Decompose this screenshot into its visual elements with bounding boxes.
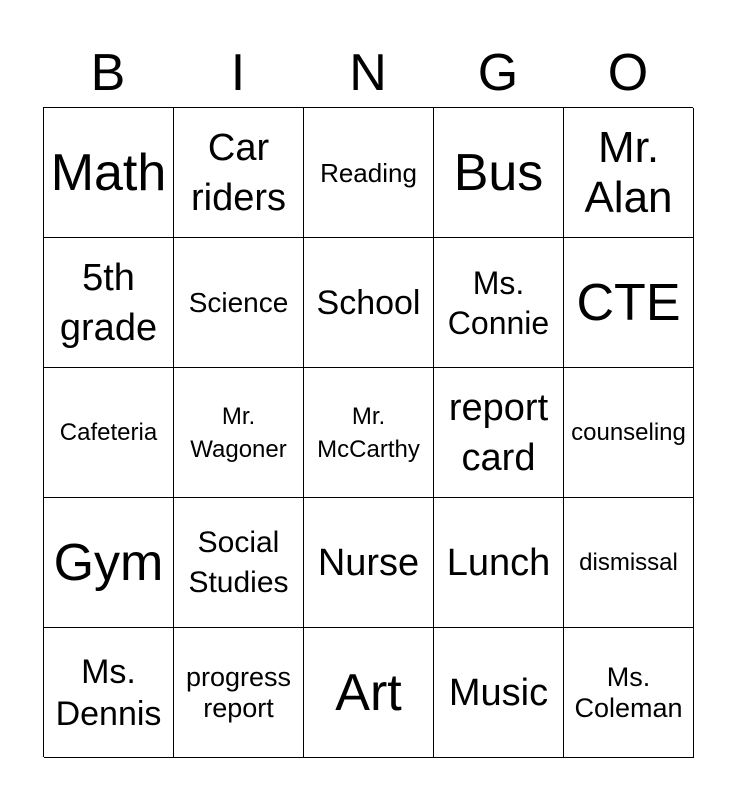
header-letter-g: G — [477, 44, 519, 102]
cell-text: Cafeteria — [59, 419, 158, 446]
cell-text: 5th grade — [59, 256, 158, 349]
cell-text: Lunch — [446, 541, 551, 584]
bingo-cell[interactable] — [174, 238, 304, 368]
bingo-cell[interactable] — [564, 368, 694, 498]
bingo-cell[interactable] — [44, 498, 174, 628]
bingo-cell[interactable] — [434, 108, 564, 238]
cell-text: Mr. McCarthy — [317, 402, 420, 463]
cell-text: CTE — [576, 273, 681, 332]
bingo-cell[interactable] — [564, 238, 694, 368]
bingo-cell[interactable] — [174, 368, 304, 498]
cell-text: Music — [448, 671, 549, 714]
cell-text: report card — [448, 386, 549, 479]
bingo-cell[interactable] — [44, 108, 174, 238]
bingo-cell[interactable] — [434, 498, 564, 628]
cell-text: Nurse — [317, 541, 420, 584]
bingo-cell[interactable] — [304, 108, 434, 238]
bingo-cell[interactable] — [304, 498, 434, 628]
cell-text: Ms. Dennis — [55, 652, 162, 733]
cell-text: Reading — [320, 157, 417, 188]
bingo-cell[interactable] — [304, 238, 434, 368]
bingo-cell[interactable] — [304, 628, 434, 758]
cell-text: Bus — [453, 143, 544, 202]
cell-text: Mr. Alan — [584, 122, 673, 222]
bingo-cell[interactable] — [174, 628, 304, 758]
cell-text: Social Studies — [188, 525, 289, 599]
cell-text: Ms. Connie — [447, 264, 550, 341]
bingo-cell[interactable] — [44, 368, 174, 498]
header-letter-n: N — [349, 44, 387, 102]
cell-text: dismissal — [579, 549, 678, 576]
cell-text: Gym — [53, 533, 164, 592]
bingo-header — [43, 40, 693, 106]
cell-text: Math — [50, 143, 167, 202]
bingo-cell[interactable] — [434, 628, 564, 758]
bingo-cell[interactable] — [174, 498, 304, 628]
cell-text: School — [316, 283, 421, 322]
cell-text: counseling — [571, 419, 686, 446]
bingo-cell[interactable] — [44, 238, 174, 368]
cell-text: Ms. Coleman — [574, 661, 683, 723]
cell-text: progress report — [185, 661, 292, 723]
header-letter-o: O — [607, 44, 649, 102]
bingo-cell[interactable] — [434, 368, 564, 498]
cell-text: Mr. Wagoner — [190, 402, 287, 463]
header-letter-b: B — [90, 44, 126, 102]
bingo-cell[interactable] — [564, 498, 694, 628]
bingo-cell[interactable] — [564, 628, 694, 758]
bingo-cell[interactable] — [434, 238, 564, 368]
bingo-cell[interactable] — [174, 108, 304, 238]
header-letter-i: I — [230, 44, 246, 102]
bingo-cell[interactable] — [44, 628, 174, 758]
bingo-cell[interactable] — [564, 108, 694, 238]
cell-text: Science — [188, 286, 289, 318]
cell-text: Art — [335, 663, 402, 722]
cell-text: Car riders — [190, 126, 287, 219]
bingo-card — [43, 107, 693, 757]
bingo-cell[interactable] — [304, 368, 434, 498]
